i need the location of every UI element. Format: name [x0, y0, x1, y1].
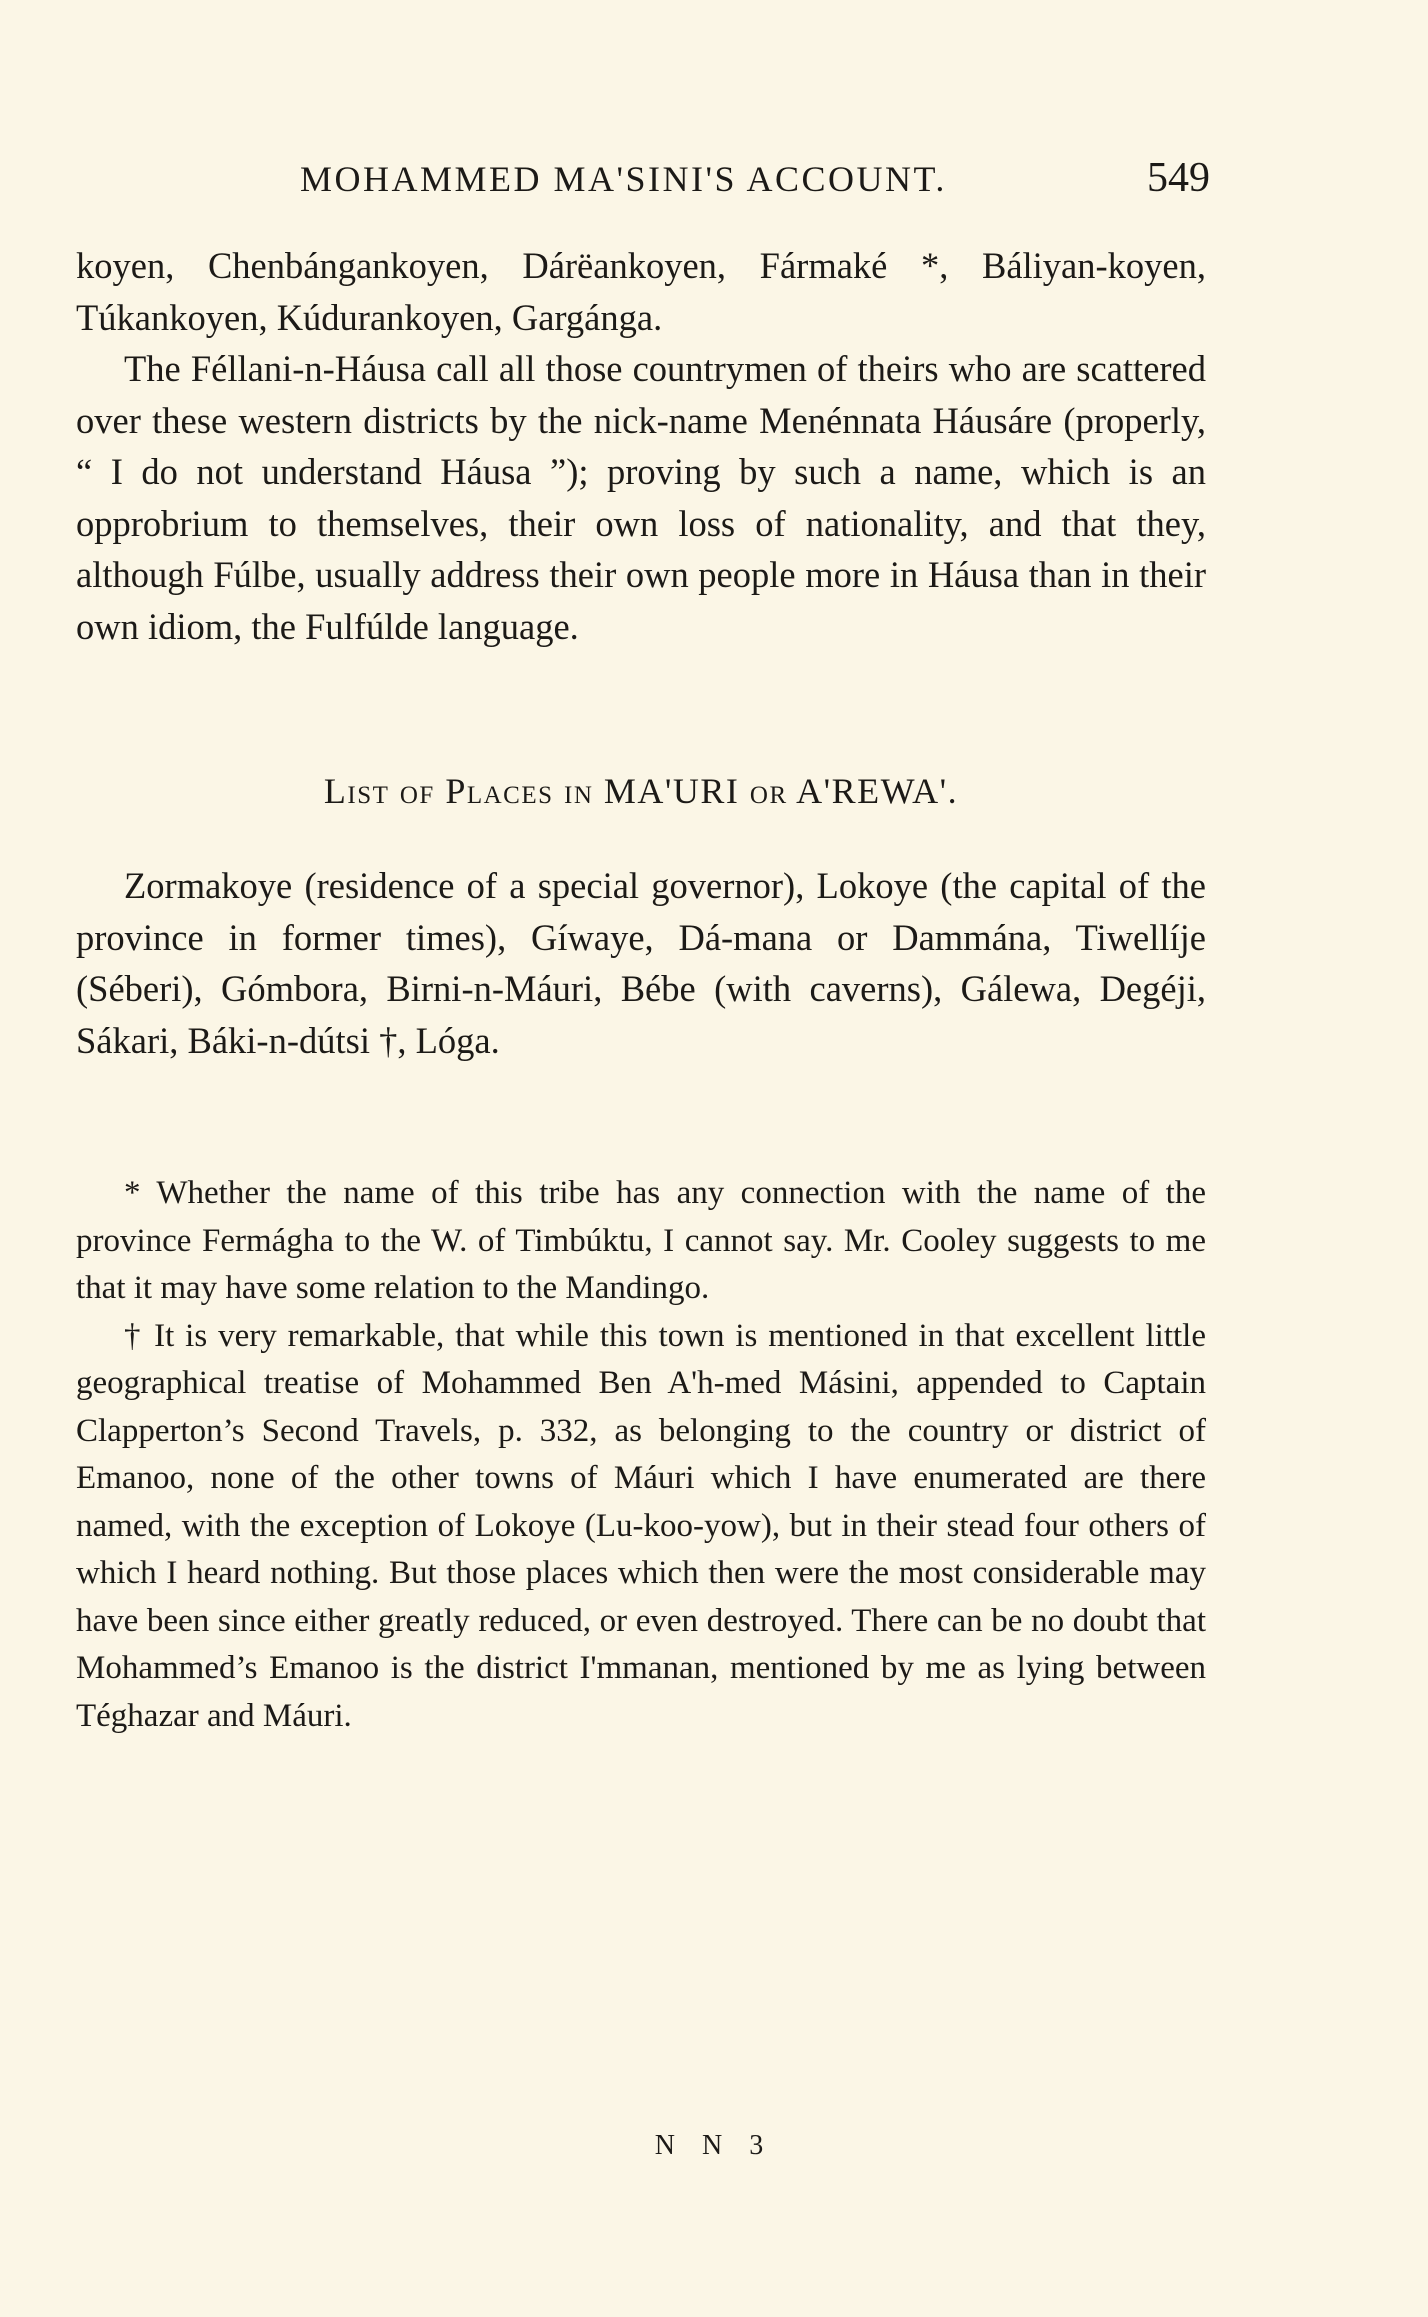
- page-header: [70, 150, 1210, 210]
- signature-mark: N N 3: [654, 2130, 774, 2161]
- footnotes: [76, 1170, 1206, 1740]
- places-paragraph: Zormakoye (residence of a special governor), Lokoye (the capital of the province in former times), Gíwaye, Dá-mana or Dammána, Tiwellíje (Séberi), Gómbora, Birni-n-Máuri, Bébe (with caverns), Gálewa, Degéji, Sákari, Báki-n-dútsi †, Lóga.: [76, 865, 1206, 1061]
- section-heading: [76, 770, 1206, 812]
- running-head: MOHAMMED MA'SINI'S ACCOUNT.: [300, 159, 947, 199]
- page-number: 549: [1147, 155, 1210, 201]
- footnote-2: † It is very remarkable, that while this town is mentioned in that excellent little geographical treatise of Mohammed Ben A'h-med Másini, appended to Captain Clapperton’s Second Travels, p. 332, as belonging to the country or district of Emanoo, none of the other towns of Máuri which I have enumerated are there named, with the exception of Lokoye (Lu-koo-yow), but in their stead four others of which I heard nothing. But those places which then were the most considerable may have been since either greatly reduced, or even destroyed. There can be no doubt that Mohammed’s Emanoo is the district I'mmanan, mentioned by me as lying between Téghazar and Máuri.: [76, 1317, 1206, 1734]
- section-body: [76, 860, 1206, 1066]
- paragraph-1: koyen, Chenbángankoyen, Dárëankoyen, Fármaké *, Báliyan-koyen, Túkankoyen, Kúdurankoyen, Gargánga.: [76, 245, 1206, 338]
- section-heading-text: List of Places in MA'URI or A'REWA'.: [323, 771, 959, 811]
- body-text: [76, 240, 1206, 652]
- footnote-1: * Whether the name of this tribe has any connection with the name of the province Fermágha to the W. of Timbúktu, I cannot say. Mr. Cooley suggests to me that it may have some relation to the Mandingo.: [76, 1175, 1206, 1306]
- paragraph-2: The Féllani-n-Háusa call all those countrymen of theirs who are scattered over these western districts by the nick-name Menénnata Háusáre (properly, “ I do not understand Háusa ”); proving by such a name, which is an opprobrium to themselves, their own loss of nationality, and that they, although Fúlbe, usually address their own people more in Háusa than in their own idiom, the Fulfúlde language.: [76, 348, 1206, 647]
